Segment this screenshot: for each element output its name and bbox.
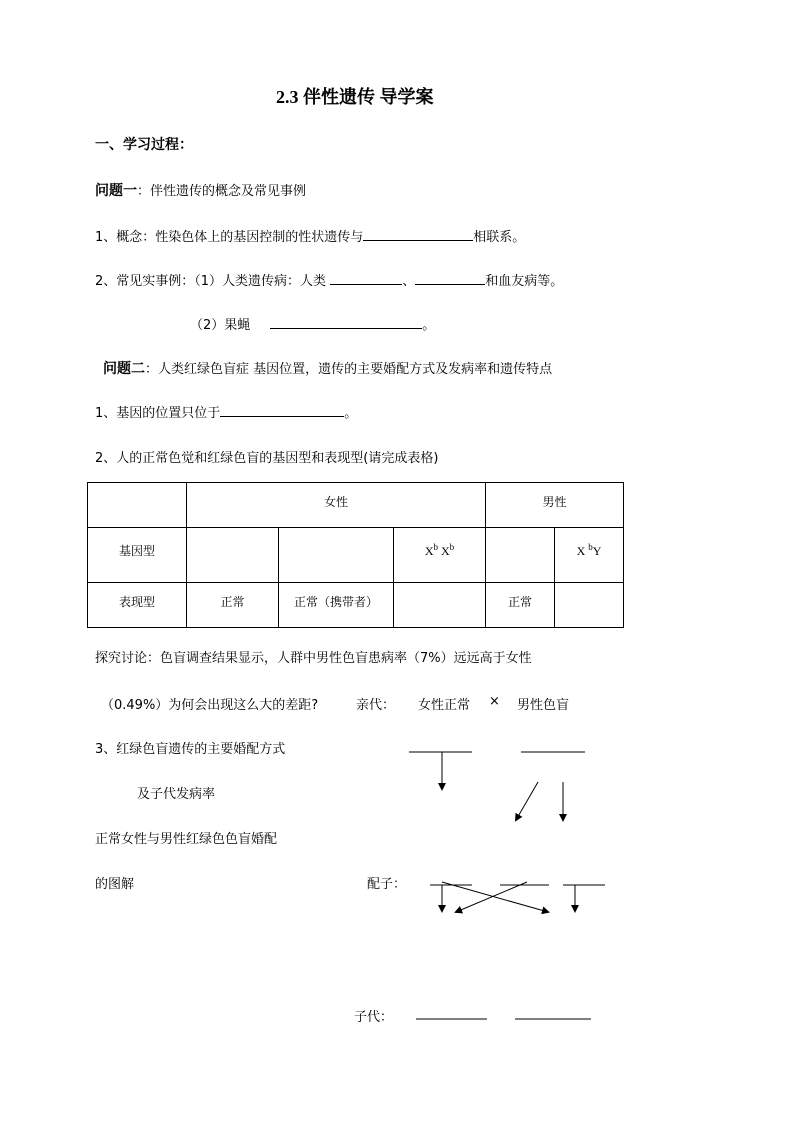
question-two-label: 问题二 [103, 361, 145, 377]
concept-suffix: 相联系。 [473, 230, 526, 245]
female-header: 女性 [187, 483, 486, 528]
gametes-label: 配子： [367, 877, 407, 892]
genotype-label: 基因型 [88, 528, 187, 583]
phenotype-male-normal: 正常 [486, 583, 555, 628]
mating-diagram-label: 的图解 [95, 877, 135, 892]
examples-sep: 、 [402, 274, 416, 289]
question-two-text: ：人类红绿色盲症 基因位置，遗传的主要婚配方式及发病率和遗传特点 [145, 362, 553, 377]
concept-prefix: 1、概念：性染色体上的基因控制的性状遗传与 [95, 230, 364, 245]
mating-heading: 3、红绿色盲遗传的主要婚配方式 [95, 742, 286, 757]
mating-subheading: 及子代发病率 [137, 787, 216, 802]
offspring-label: 子代： [354, 1010, 394, 1025]
question-one-label: 问题一 [95, 183, 137, 199]
parents-label: 亲代： [356, 698, 396, 713]
discussion-line-1: 探究讨论：色盲调查结果显示，人群中男性色盲患病率（7%）远远高于女性 [95, 651, 532, 666]
fruitfly-suffix: 。 [422, 318, 436, 333]
page-title: 2.3 伴性遗传 导学案 [276, 87, 434, 107]
examples-suffix: 和血友病等。 [485, 274, 564, 289]
table-instruction: 2、人的正常色觉和红绿色盲的基因型和表现型(请完成表格) [95, 451, 439, 466]
parent-female: 女性正常 [418, 698, 471, 713]
mating-description: 正常女性与男性红绿色色盲婚配 [95, 832, 278, 847]
examples-prefix: 2、常见实事例：（1）人类遗传病：人类 [95, 274, 331, 289]
cross-symbol: × [489, 694, 500, 709]
question-one-text: ：伴性遗传的概念及常见事例 [137, 184, 307, 199]
section-heading: 一、学习过程： [95, 137, 193, 153]
parent-male: 男性色盲 [517, 698, 570, 713]
phenotype-female-normal: 正常 [187, 583, 279, 628]
discussion-line-2: （0.49%）为何会出现这么大的差距? [101, 698, 319, 713]
genotype-male-colorblind: X $^b$Y [555, 528, 624, 583]
arrow-gamete-2-cross [456, 882, 527, 912]
arrow-male-left [516, 782, 538, 820]
gene-location-suffix: 。 [344, 406, 358, 421]
gene-location-prefix: 1、基因的位置只位于 [95, 406, 221, 421]
phenotype-label: 表现型 [88, 583, 187, 628]
fruitfly-prefix: （2）果蝇 [190, 318, 251, 333]
arrow-gamete-1-cross [442, 882, 548, 912]
phenotype-female-carrier: 正常（携带者） [279, 583, 394, 628]
male-header: 男性 [486, 483, 624, 528]
genotype-female-colorblind: $X^b$ $X^b$ [394, 528, 486, 583]
